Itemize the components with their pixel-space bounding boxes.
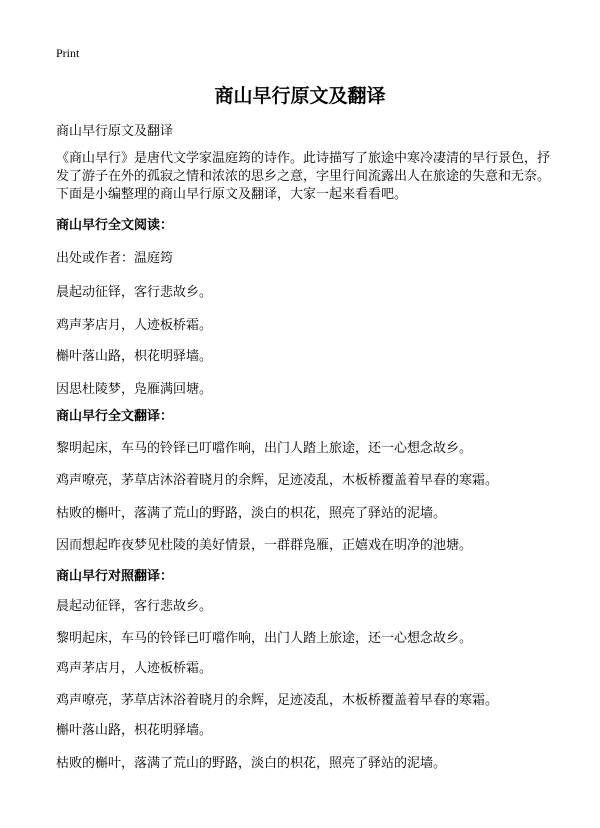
translation-line: 因而想起昨夜梦见杜陵的美好情景，一群群凫雁，正嬉戏在明净的池塘。: [56, 538, 473, 553]
parallel-line: 枯败的槲叶，落满了荒山的野路，淡白的枳花，照亮了驿站的泥墙。: [56, 756, 447, 771]
section-heading-parallel: 商山早行对照翻译：: [56, 569, 174, 584]
parallel-line: 晨起动征铎，客行悲故乡。: [56, 599, 213, 614]
poem-line: 鸡声茅店月，人迹板桥霜。: [56, 318, 213, 333]
parallel-line: 黎明起床，车马的铃铎已叮噹作响，出门人踏上旅途，还一心想念故乡。: [56, 631, 473, 646]
parallel-line: 槲叶落山路，枳花明驿墙。: [56, 723, 213, 738]
translation-line: 黎明起床，车马的铃铎已叮噹作响，出门人踏上旅途，还一心想念故乡。: [56, 441, 473, 456]
translation-line: 鸡声嘹亮，茅草店沐浴着晓月的余辉，足迹凌乱，木板桥覆盖着早春的寒霜。: [56, 473, 499, 488]
section-heading-reading: 商山早行全文阅读：: [56, 218, 174, 233]
print-link[interactable]: Print: [56, 46, 80, 60]
poem-line: 晨起动征铎，客行悲故乡。: [56, 285, 213, 300]
poem-line: 因思杜陵梦，凫雁满回塘。: [56, 382, 213, 397]
parallel-line: 鸡声嘹亮，茅草店沐浴着晓月的余辉，足迹凌乱，木板桥覆盖着早春的寒霜。: [56, 693, 499, 708]
translation-line: 枯败的槲叶，落满了荒山的野路，淡白的枳花，照亮了驿站的泥墙。: [56, 506, 447, 521]
section-heading-translation: 商山早行全文翻译：: [56, 409, 174, 424]
parallel-line: 鸡声茅店月，人迹板桥霜。: [56, 661, 213, 676]
subtitle: 商山早行原文及翻译: [56, 124, 174, 139]
intro-paragraph: 《商山早行》是唐代文学家温庭筠的诗作。此诗描写了旅途中寒冷凄清的早行景色，抒发了游子在外的孤寂之情和浓浓的思乡之意，字里行间流露出人在旅途的失意和无奈。下面是小编整理的商山早行原文及翻译，大家一起来看看吧。: [56, 151, 551, 202]
poem-line: 槲叶落山路，枳花明驿墙。: [56, 349, 213, 364]
page-title: 商山早行原文及翻译: [214, 85, 386, 107]
poem-line: 出处或作者：温庭筠: [56, 251, 174, 266]
